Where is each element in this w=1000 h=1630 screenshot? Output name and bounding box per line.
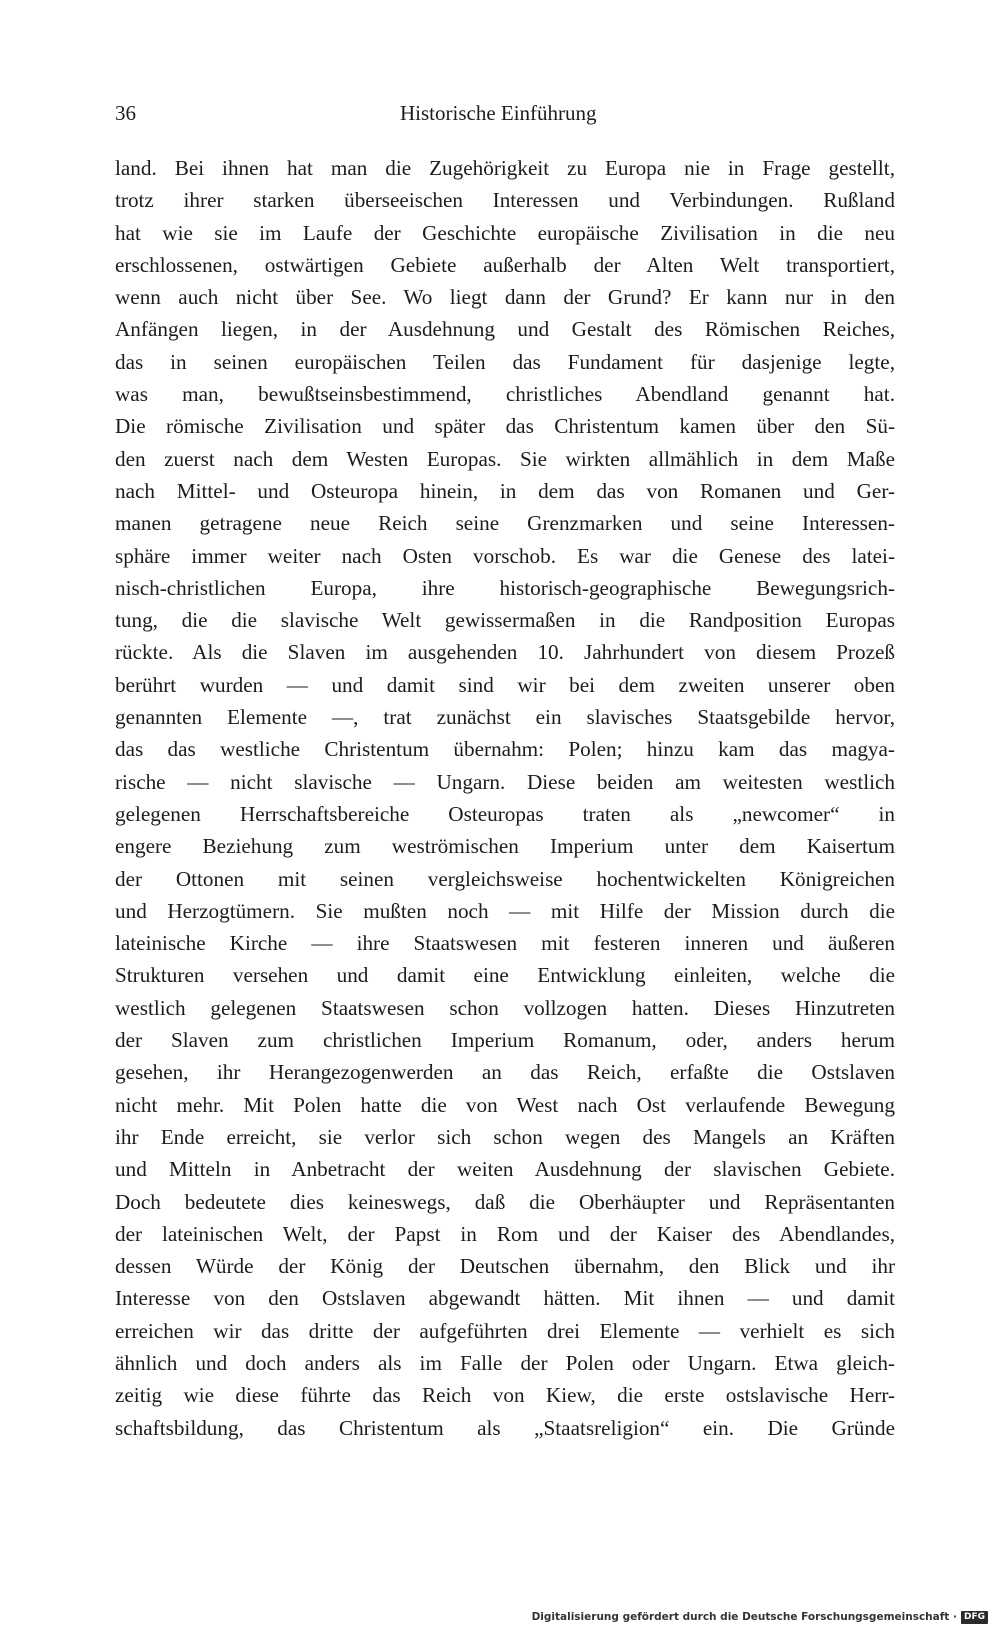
text-line: der Ottonen mit seinen vergleichsweise hochentwickelten Königreichen [115,866,895,891]
body-text [115,152,895,1444]
text-line: das in seinen europäischen Teilen das Fundament für dasjenige legte, [115,349,895,374]
text-line: und Mitteln in Anbetracht der weiten Ausdehnung der slavischen Gebiete. [115,1157,895,1182]
text-line: gelegenen Herrschaftsbereiche Osteuropas traten als „newcomer“ in [115,801,895,826]
running-head: Historische Einführung [400,101,597,125]
text-line: Interesse von den Ostslaven abgewandt hätten. Mit ihnen — und damit [115,1286,895,1311]
text-line: hat wie sie im Laufe der Geschichte europäische Zivilisation in die neu [115,220,895,245]
text-line: nisch-christlichen Europa, ihre historisch-geographische Bewegungsrich- [115,575,895,600]
text-line: lateinische Kirche — ihre Staatswesen mit festeren inneren und äußeren [115,931,895,956]
text-line: Anfängen liegen, in der Ausdehnung und Gestalt des Römischen Reiches, [115,317,895,342]
text-line: was man, bewußtseinsbestimmend, christliches Abendland genannt hat. [115,382,895,407]
text-line: das das westliche Christentum übernahm: Polen; hinzu kam das magya- [115,737,895,762]
text-line: nicht mehr. Mit Polen hatte die von West nach Ost verlaufende Bewegung [115,1092,895,1117]
text-line: ähnlich und doch anders als im Falle der Polen oder Ungarn. Etwa gleich- [115,1350,895,1375]
text-line: zeitig wie diese führte das Reich von Kiew, die erste ostslavische Herr- [115,1383,895,1408]
text-line: den zuerst nach dem Westen Europas. Sie wirkten allmählich in dem Maße [115,446,895,471]
text-line: nach Mittel- und Osteuropa hinein, in dem das von Romanen und Ger- [115,478,895,503]
text-line: genannten Elemente —, trat zunächst ein slavisches Staatsgebilde hervor, [115,705,895,730]
dfg-logo: DFG [961,1611,988,1624]
text-line: und Herzogtümern. Sie mußten noch — mit Hilfe der Mission durch die [115,898,895,923]
text-line: berührt wurden — und damit sind wir bei dem zweiten unserer oben [115,672,895,697]
text-line: trotz ihrer starken überseeischen Interessen und Verbindungen. Rußland [115,188,895,213]
text-line: schaftsbildung, das Christentum als „Staatsreligion“ ein. Die Gründe [115,1415,895,1440]
page-number: 36 [115,101,136,125]
text-line: tung, die die slavische Welt gewissermaßen in die Randposition Europas [115,608,895,633]
text-line: land. Bei ihnen hat man die Zugehörigkeit zu Europa nie in Frage gestellt, [115,156,895,180]
digitization-note: Digitalisierung gefördert durch die Deutsche Forschungsgemeinschaft · [531,1611,957,1623]
text-line: rückte. Als die Slaven im ausgehenden 10. Jahrhundert von diesem Prozeß [115,640,895,665]
text-line: gesehen, ihr Herangezogenwerden an das Reich, erfaßte die Ostslaven [115,1060,895,1085]
text-line: Strukturen versehen und damit eine Entwicklung einleiten, welche die [115,963,895,988]
text-line: Die römische Zivilisation und später das Christentum kamen über den Sü- [115,414,895,439]
text-line: westlich gelegenen Staatswesen schon vollzogen hatten. Dieses Hinzutreten [115,995,895,1020]
text-line: Doch bedeutete dies keineswegs, daß die Oberhäupter und Repräsentanten [115,1189,895,1214]
text-line: rische — nicht slavische — Ungarn. Diese beiden am weitesten westlich [115,769,895,794]
text-line: der Slaven zum christlichen Imperium Romanum, oder, anders herum [115,1028,895,1053]
text-line: engere Beziehung zum weströmischen Imperium unter dem Kaisertum [115,834,895,859]
text-line: dessen Würde der König der Deutschen übernahm, den Blick und ihr [115,1254,895,1279]
text-line: der lateinischen Welt, der Papst in Rom und der Kaiser des Abendlandes, [115,1221,895,1246]
page-header [115,101,895,131]
digitization-footer [532,1609,988,1625]
text-line: erreichen wir das dritte der aufgeführten drei Elemente — verhielt es sich [115,1318,895,1343]
text-line: sphäre immer weiter nach Osten vorschob. Es war die Genese des latei- [115,543,895,568]
text-line: ihr Ende erreicht, sie verlor sich schon wegen des Mangels an Kräften [115,1124,895,1149]
text-line: wenn auch nicht über See. Wo liegt dann der Grund? Er kann nur in den [115,285,895,310]
text-line: manen getragene neue Reich seine Grenzmarken und seine Interessen- [115,511,895,536]
text-line: erschlossenen, ostwärtigen Gebiete außerhalb der Alten Welt transportiert, [115,252,895,277]
